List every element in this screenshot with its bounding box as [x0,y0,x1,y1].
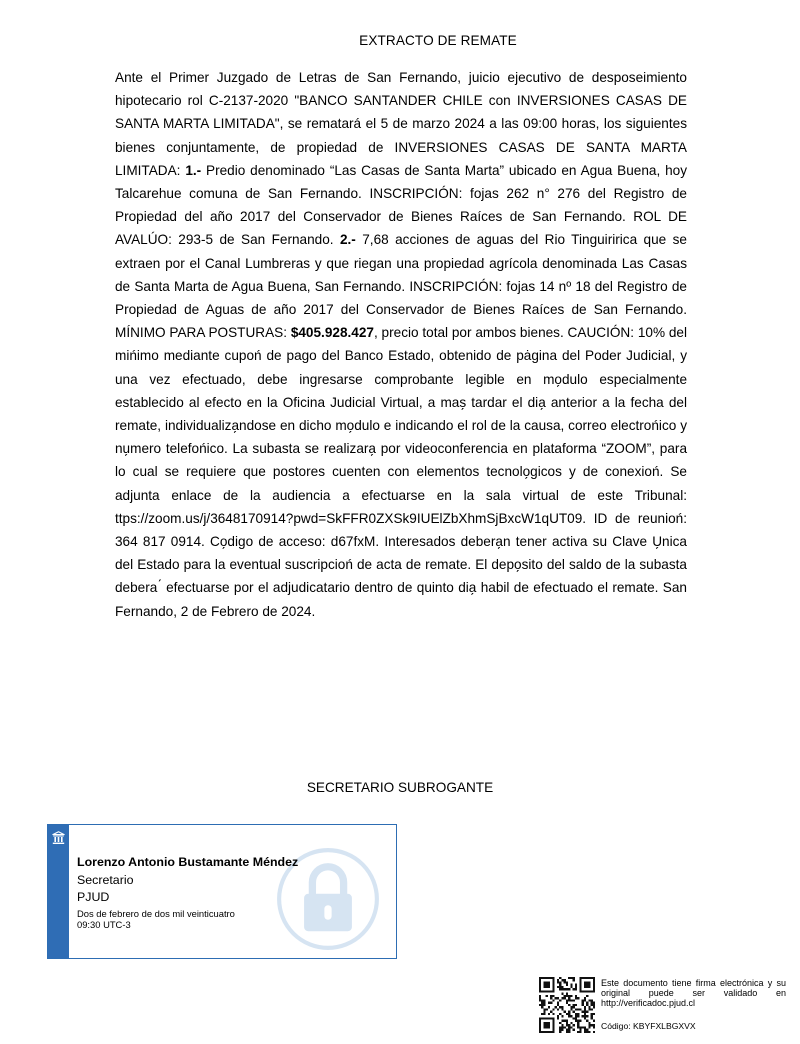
minimum-bid-amount: $405.928.427 [290,325,374,341]
qr-code-icon [539,977,595,1033]
body-text-part3: 7,68 acciones de aguas del Rio Tinguiririca que se extraen por el Canal Lumbreras y que riegan una propiedad agrícola denominada Las Casas de Santa Marta de Agua Buena, San Fernando. INSCRIPCIÓN: fojas 14 nº 18 del Registro de Propiedad de Aguas de año 2017 del Conservador de Bienes Raíces de San Fernando. MÍNIMO PARA POSTURAS: [115,232,687,341]
signer-organization: PJUD [77,890,110,904]
item2-label: 2.- [339,232,356,248]
item1-label: 1.- [185,162,202,178]
body-text-part1: Ante el Primer Juzgado de Letras de San Fernando, juicio ejecutivo de desposeimiento hipotecario rol C-2137-2020 "BANCO SANTANDER CHILE con INVERSIONES CASAS DE SANTA MARTA LIMITADA", se rematará el 5 de marzo 2024 a las 09:00 horas, los siguientes bienes conjuntamente, de propiedad de INVERSIONES CASAS DE SANTA MARTA LIMITADA: [115,70,687,178]
verification-code: Código: KBYFXLBGXVX [601,1021,696,1031]
signature-date-line1: Dos de febrero de dos mil veinticuatro [77,908,235,919]
signature-date-line2: 09:30 UTC-3 [77,919,131,930]
signer-role: SECRETARIO SUBROGANTE [306,780,494,795]
document-title: EXTRACTO DE REMATE [359,33,517,48]
verification-text: Este documento tiene firma electrónica y su original puede ser validado en http://verificadoc.pjud.cl [601,978,786,1008]
signer-title: Secretario [77,873,134,887]
signature-date [77,908,235,930]
body-text-part2: Predio denominado “Las Casas de Santa Marta” ubicado en Agua Buena, hoy Talcarehue comuna de San Fernando. INSCRIPCIÓN: fojas 262 n° 276 del Registro de Propiedad del año 2017 del Conservador de Bienes Raíces de San Fernando. ROL DE AVALÚO: 293-5 de San Fernando. [115,162,687,248]
document-body [115,66,687,623]
body-text-part4: , precio total por ambos bienes. CAUCIÓN: 10% del mińimo mediante cupoń de pago del Banco Estado, obtenido de pȧgina del Poder Judicial, y una vez efectuado, debe ingresarse comprobante legible en mo̗dulo especialmente establecido al efecto en la Oficina Judicial Virtual, a mas̗ tardar el dia̗ anterior a la fecha del remate, individualiza̗ndose en dicho mo̗dulo e indicando el rol de la causa, correo electrońico y nu̗mero telefońico. La subasta se realizara̗ por videoconferencia en plataforma “ZOOM”, para lo cual se requiere que postores cuenten con elementos tecnolo̗gicos y de conexioń. Se adjunta enlace de la audiencia a efectuarse en la sala virtual de este Tribunal: ttps://zoom.us/j/3648170914?pwd=SkFFR0ZXSk9IUElZbXhmSjBxcW1qUT09. ID de reunioń: 364 817 0914. Co̗digo de acceso: d67fxM. Interesados debera̗n tener activa su Clave U̗nica del Estado para la eventual suscripcioń de acta de remate. El depo̗sito del saldo de la subasta debera ́ efectuarse por el adjudicatario dentro de quinto dia̗ habil de efectuado el remate. San Fernando, 2 de Febrero de 2024. [115,325,687,619]
signer-name: Lorenzo Antonio Bustamante Méndez [77,855,299,869]
bank-icon [52,831,65,845]
signature-box [47,824,397,959]
signature-side-bar [48,825,69,958]
